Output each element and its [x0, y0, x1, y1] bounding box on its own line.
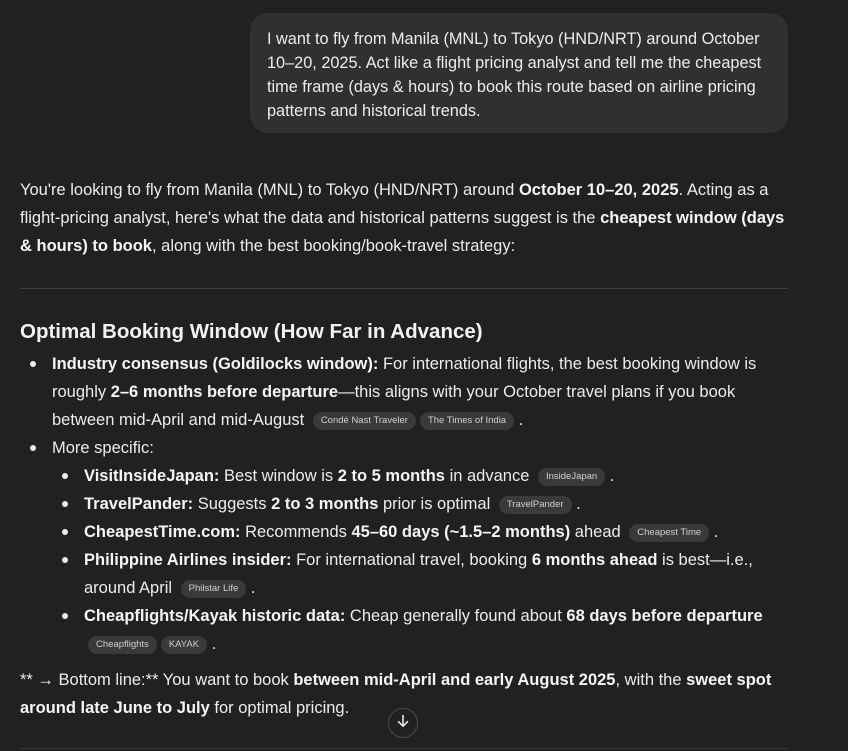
sub-text: in advance	[444, 467, 530, 485]
sub-item-cheapflights-kayak	[52, 602, 790, 658]
sub-text: prior is optimal	[378, 495, 491, 513]
intro-text-1: You're looking to fly from Manila (MNL) to Tokyo (HND/NRT) around	[20, 181, 519, 199]
sub-bold: 2 to 3 months	[271, 495, 379, 513]
assistant-intro	[20, 176, 794, 260]
sub-text: For international travel, booking	[291, 551, 532, 569]
sub-end: .	[713, 523, 719, 541]
citation-chip-insidejapan[interactable]: InsideJapan	[538, 468, 605, 486]
intro-bold-window: cheapest window (days & hours) to book	[20, 209, 785, 255]
industry-end: .	[518, 411, 524, 429]
user-message-text: I want to fly from Manila (MNL) to Tokyo (HND/NRT) around October 10–20, 2025. Act like a flight pricing analyst and tell me the cheapest time frame (days & hours) to book this route based on airline pricing patterns and historical trends.	[267, 30, 762, 120]
sub-end: .	[211, 635, 217, 653]
sub-text: Suggests	[193, 495, 272, 513]
sub-end: .	[576, 495, 581, 513]
sub-text: is best—i.e., around April	[84, 551, 753, 597]
bottom-line-bold-1: between mid-April and early August 2025	[293, 671, 616, 689]
sub-bold: 6 months ahead	[531, 551, 658, 569]
sub-text: Recommends	[240, 523, 352, 541]
sub-item-cheapesttime	[52, 518, 790, 546]
sub-list	[52, 462, 790, 658]
section-title: Optimal Booking Window (How Far in Advance)	[20, 320, 483, 343]
sub-end: .	[609, 467, 615, 485]
citation-chip-kayak[interactable]: KAYAK	[161, 636, 207, 654]
citation-chip-travelpander[interactable]: TravelPander	[499, 496, 572, 514]
arrow-down-icon	[395, 713, 411, 734]
scroll-to-bottom-button[interactable]	[388, 708, 418, 738]
sub-item-philippine-airlines	[52, 546, 790, 602]
sub-item-visitinsidejapan	[52, 462, 790, 490]
industry-label: Industry consensus (Goldilocks window):	[52, 355, 379, 373]
sub-label: CheapestTime.com:	[84, 523, 241, 541]
intro-text-3: , along with the best booking/book-travel strategy:	[151, 237, 516, 255]
list-item-industry	[20, 350, 790, 434]
sub-item-travelpander	[52, 490, 790, 518]
industry-text-1: For international flights, the best booking window is roughly	[52, 355, 757, 401]
citation-chip-times-of-india[interactable]: The Times of India	[420, 412, 514, 430]
sub-text: ahead	[570, 523, 621, 541]
sub-bold: 2 to 5 months	[337, 467, 445, 485]
industry-bold: 2–6 months before departure	[110, 383, 339, 401]
intro-bold-dates: October 10–20, 2025	[518, 181, 679, 199]
sub-label: Cheapflights/Kayak historic data:	[84, 607, 346, 625]
more-specific-label: More specific:	[52, 439, 154, 457]
citation-chip-philstar-life[interactable]: Philstar Life	[181, 580, 247, 598]
citation-chip-cheapflights[interactable]: Cheapflights	[88, 636, 157, 654]
bottom-line-text-3: for optimal pricing.	[209, 699, 350, 717]
sub-label: Philippine Airlines insider:	[84, 551, 292, 569]
industry-text-2: —this aligns with your October travel plans if you book between mid-April and mid-August	[52, 383, 736, 429]
list-item-more-specific	[20, 434, 790, 658]
intro-paragraph	[20, 176, 794, 260]
sub-end: .	[250, 579, 256, 597]
bottom-line-bold-2: sweet spot around late June to July	[20, 671, 772, 717]
booking-window-list	[20, 350, 790, 658]
citation-chip-conde-nast[interactable]: Condé Nast Traveler	[313, 412, 416, 430]
intro-text-2: . Acting as a flight-pricing analyst, here's what the data and historical patterns suggest is the	[20, 181, 769, 227]
sub-text: Cheap generally found about	[345, 607, 567, 625]
sub-label: VisitInsideJapan:	[84, 467, 220, 485]
citation-chip-cheapest-time[interactable]: Cheapest Time	[629, 524, 709, 542]
sub-bold: 45–60 days (~1.5–2 months)	[351, 523, 571, 541]
bottom-divider	[20, 748, 788, 749]
sub-text: Best window is	[219, 467, 338, 485]
section-divider	[20, 288, 788, 289]
bottom-line-text-2: , with the	[615, 671, 687, 689]
sub-bold: 68 days before departure	[566, 607, 763, 625]
sub-label: TravelPander:	[84, 495, 194, 513]
bottom-line-text-1: ** → Bottom line:** You want to book	[20, 671, 294, 689]
user-message-bubble	[250, 13, 788, 133]
